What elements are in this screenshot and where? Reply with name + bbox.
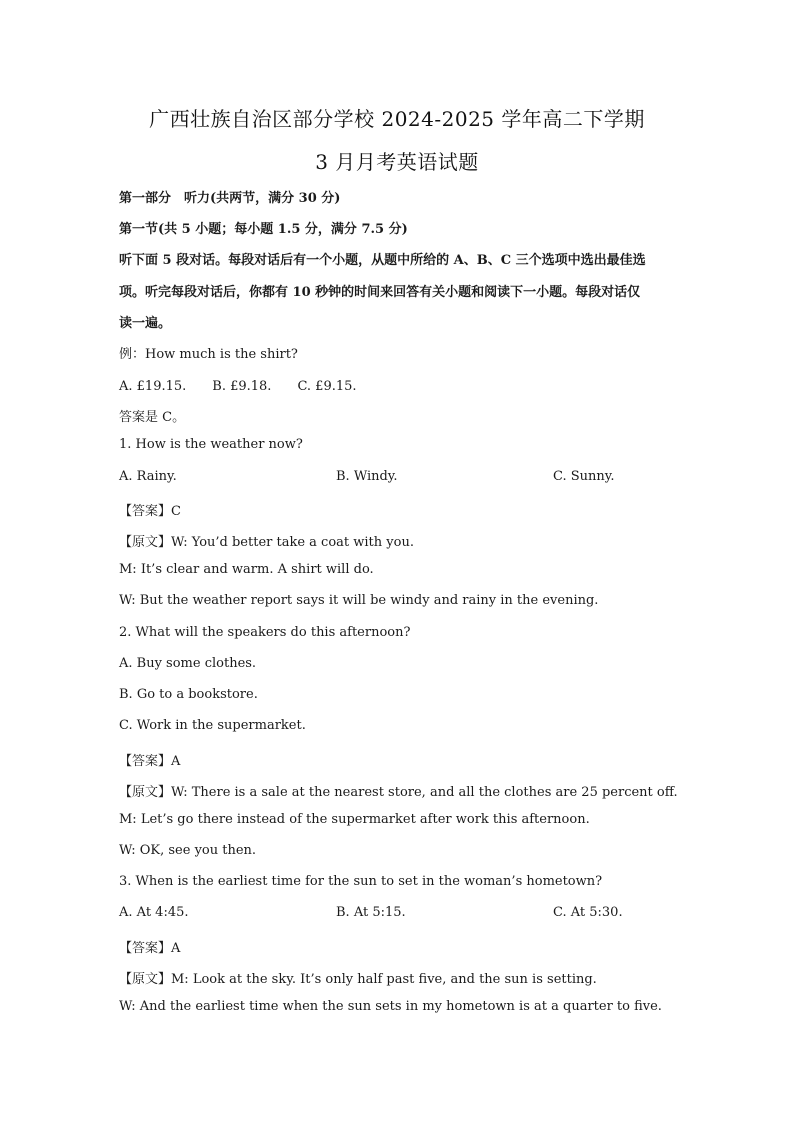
- instruction-line-3: 读一遍。: [119, 316, 172, 331]
- q3-question: 3. When is the earliest time for the sun to set in the woman’s hometown?: [119, 874, 603, 889]
- exam-title-line2: 3 月月考英语试题: [315, 150, 479, 174]
- example-answer: 答案是 C。: [119, 410, 186, 425]
- q2-question: 2. What will the speakers do this afternoon?: [119, 625, 411, 640]
- q2-option-c: C. Work in the supermarket.: [119, 718, 306, 733]
- q1-question: 1. How is the weather now?: [119, 437, 303, 452]
- q3-option-c: C. At 5:30.: [553, 905, 623, 920]
- q2-option-b: B. Go to a bookstore.: [119, 687, 258, 702]
- q2-script-2: M: Let’s go there instead of the supermarket after work this afternoon.: [119, 812, 590, 827]
- q1-answer: 【答案】C: [119, 504, 181, 519]
- example-options: A. £19.15. B. £9.18. C. £9.15.: [119, 379, 357, 394]
- q1-option-c: C. Sunny.: [553, 469, 615, 484]
- q3-option-b: B. At 5:15.: [336, 905, 406, 920]
- q3-answer: 【答案】A: [119, 941, 181, 956]
- q3-script-2: W: And the earliest time when the sun sets in my hometown is at a quarter to five.: [119, 999, 662, 1014]
- subsection-heading: 第一节(共 5 小题；每小题 1.5 分，满分 7.5 分): [119, 222, 408, 237]
- q1-option-a: A. Rainy.: [119, 469, 177, 484]
- q2-option-a: A. Buy some clothes.: [119, 656, 257, 671]
- q1-script-2: M: It’s clear and warm. A shirt will do.: [119, 562, 374, 577]
- part-heading: 第一部分 听力(共两节，满分 30 分): [119, 191, 341, 206]
- q2-script-1: 【原文】W: There is a sale at the nearest store, and all the clothes are 25 percent off.: [119, 785, 678, 800]
- example-question: 例：How much is the shirt?: [119, 347, 298, 362]
- instruction-line-1: 听下面 5 段对话。每段对话后有一个小题，从题中所给的 A、B、C 三个选项中选出最佳选: [119, 253, 646, 268]
- instruction-line-2: 项。听完每段对话后，你都有 10 秒钟的时间来回答有关小题和阅读下一小题。每段对话仅: [119, 285, 641, 300]
- q3-option-a: A. At 4:45.: [119, 905, 189, 920]
- q2-script-3: W: OK, see you then.: [119, 843, 257, 858]
- q1-option-b: B. Windy.: [336, 469, 398, 484]
- q1-script-1: 【原文】W: You’d better take a coat with you.: [119, 535, 414, 550]
- exam-title-line1: 广西壮族自治区部分学校 2024-2025 学年高二下学期: [149, 107, 645, 131]
- q3-script-1: 【原文】M: Look at the sky. It’s only half past five, and the sun is setting.: [119, 972, 597, 987]
- q2-answer: 【答案】A: [119, 754, 181, 769]
- q1-script-3: W: But the weather report says it will be windy and rainy in the evening.: [119, 593, 599, 608]
